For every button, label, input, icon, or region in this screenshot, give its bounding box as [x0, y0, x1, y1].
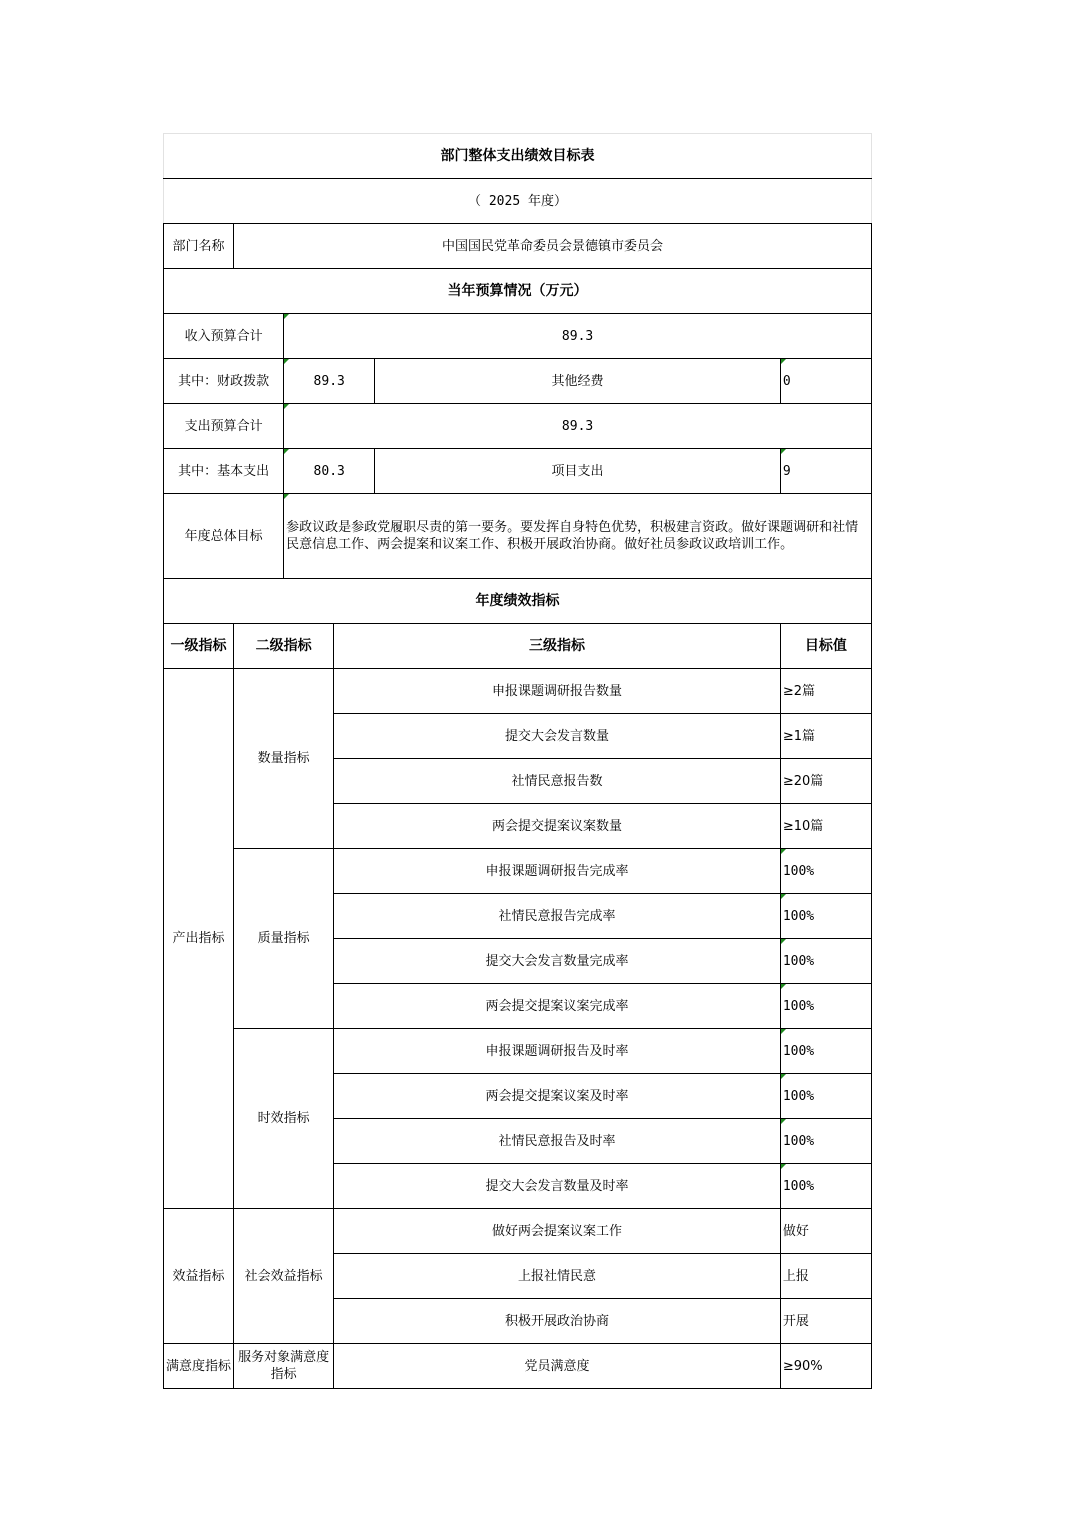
indicator-name: 积极开展政治协商 — [334, 1299, 781, 1344]
col-header-target: 目标值 — [780, 624, 871, 669]
level2-quantity: 数量指标 — [234, 669, 334, 849]
indicator-name: 社情民意报告及时率 — [334, 1119, 781, 1164]
indicator-target: 100% — [780, 1164, 871, 1209]
expense-total-value: 89.3 — [284, 404, 872, 449]
income-total-value: 89.3 — [284, 314, 872, 359]
indicator-name: 做好两会提案议案工作 — [334, 1209, 781, 1254]
indicator-target: 100% — [780, 849, 871, 894]
indicator-name: 上报社情民意 — [334, 1254, 781, 1299]
level2-quality: 质量指标 — [234, 849, 334, 1029]
indicator-name: 党员满意度 — [334, 1344, 781, 1389]
goal-text: 参政议政是参政党履职尽责的第一要务。要发挥自身特色优势，积极建言资政。做好课题调研和社情民意信息工作、两会提案和议案工作、积极开展政治协商。做好社员参政议政培训工作。 — [284, 494, 872, 579]
level1-benefit: 效益指标 — [164, 1209, 234, 1344]
other-label: 其他经费 — [375, 359, 781, 404]
indicator-target: ≥20篇 — [780, 759, 871, 804]
basic-label: 其中：基本支出 — [164, 449, 284, 494]
indicator-name: 两会提交提案议案完成率 — [334, 984, 781, 1029]
indicator-target: 100% — [780, 1029, 871, 1074]
indicator-target: 100% — [780, 939, 871, 984]
indicator-target: 100% — [780, 1119, 871, 1164]
level2-service-satisfaction: 服务对象满意度指标 — [234, 1344, 334, 1389]
indicator-target: ≥90% — [780, 1344, 871, 1389]
table-title: 部门整体支出绩效目标表 — [164, 134, 872, 179]
indicator-target: 100% — [780, 984, 871, 1029]
level2-timeliness: 时效指标 — [234, 1029, 334, 1209]
fiscal-label: 其中：财政拨款 — [164, 359, 284, 404]
indicator-name: 提交大会发言数量 — [334, 714, 781, 759]
indicator-name: 申报课题调研报告完成率 — [334, 849, 781, 894]
income-total-label: 收入预算合计 — [164, 314, 284, 359]
col-header-level2: 二级指标 — [234, 624, 334, 669]
dept-name: 中国国民党革命委员会景德镇市委员会 — [234, 224, 872, 269]
indicator-name: 社情民意报告完成率 — [334, 894, 781, 939]
indicator-target: 上报 — [780, 1254, 871, 1299]
indicator-name: 申报课题调研报告数量 — [334, 669, 781, 714]
performance-target-table — [163, 133, 872, 1389]
perf-header: 年度绩效指标 — [164, 579, 872, 624]
basic-value: 80.3 — [284, 449, 375, 494]
indicator-name: 两会提交提案议案数量 — [334, 804, 781, 849]
other-value: 0 — [780, 359, 871, 404]
indicator-target: 100% — [780, 1074, 871, 1119]
fiscal-value: 89.3 — [284, 359, 375, 404]
level1-satisfaction: 满意度指标 — [164, 1344, 234, 1389]
indicator-target: ≥2篇 — [780, 669, 871, 714]
indicator-name: 提交大会发言数量及时率 — [334, 1164, 781, 1209]
indicator-target: 做好 — [780, 1209, 871, 1254]
level1-output: 产出指标 — [164, 669, 234, 1209]
table-year: （ 2025 年度） — [164, 179, 872, 224]
col-header-level1: 一级指标 — [164, 624, 234, 669]
expense-total-label: 支出预算合计 — [164, 404, 284, 449]
indicator-name: 提交大会发言数量完成率 — [334, 939, 781, 984]
indicator-target: ≥10篇 — [780, 804, 871, 849]
indicator-name: 两会提交提案议案及时率 — [334, 1074, 781, 1119]
goal-label: 年度总体目标 — [164, 494, 284, 579]
budget-header: 当年预算情况（万元） — [164, 269, 872, 314]
indicator-name: 申报课题调研报告及时率 — [334, 1029, 781, 1074]
indicator-target: ≥1篇 — [780, 714, 871, 759]
project-label: 项目支出 — [375, 449, 781, 494]
level2-social-benefit: 社会效益指标 — [234, 1209, 334, 1344]
indicator-name: 社情民意报告数 — [334, 759, 781, 804]
indicator-target: 100% — [780, 894, 871, 939]
col-header-level3: 三级指标 — [334, 624, 781, 669]
dept-label: 部门名称 — [164, 224, 234, 269]
project-value: 9 — [780, 449, 871, 494]
indicator-target: 开展 — [780, 1299, 871, 1344]
